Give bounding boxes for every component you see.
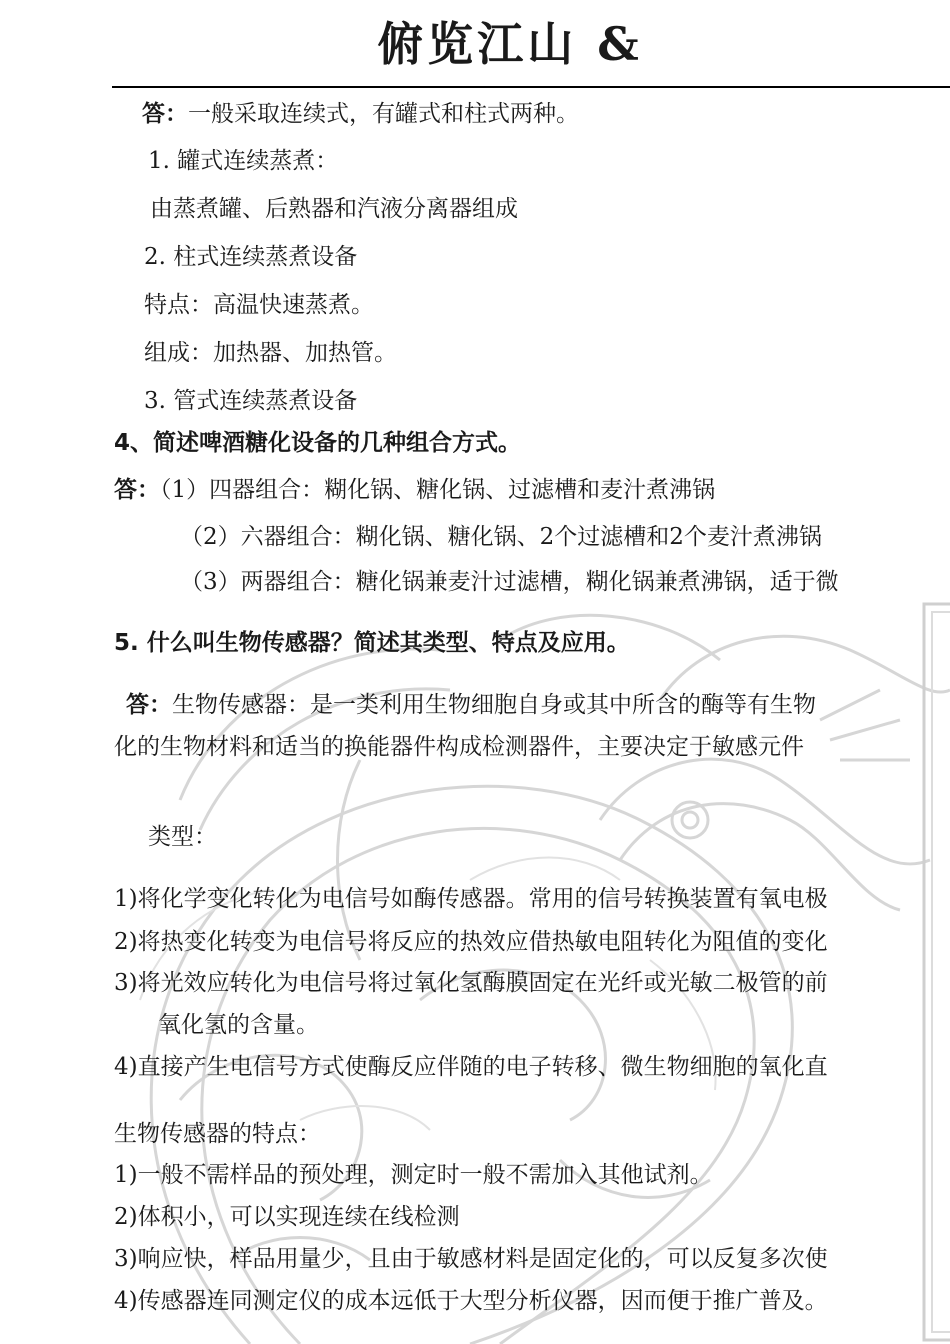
types-heading: 类型： [148, 824, 217, 850]
page-header-title: 俯览江山 & [377, 17, 643, 71]
type-item-2: 2)将热变化转变为电信号将反应的热效应借热敏电阻转化为阻值的变化 [114, 929, 828, 955]
feature-item-1: 1)一般不需样品的预处理，测定时一般不需加入其他试剂。 [114, 1162, 713, 1188]
answer-label: 答： [142, 101, 188, 127]
definition-text: 生物传感器：是一类利用生物细胞自身或其中所含的酶等有生物 [172, 692, 816, 718]
q4-option-3: （3）两器组合：糖化锅兼麦汁过滤槽，糊化锅兼煮沸锅，适于微 [180, 569, 839, 595]
answer-label: 答： [126, 692, 172, 718]
feature-item-2: 2)体积小，可以实现连续在线检测 [114, 1204, 460, 1230]
type-item-3: 3)将光效应转化为电信号将过氧化氢酶膜固定在光纤或光敏二极管的前 [114, 970, 828, 996]
q5-definition-line1 [126, 690, 816, 720]
q4-answer-line [114, 475, 715, 505]
features-heading: 生物传感器的特点： [114, 1121, 321, 1147]
q5-title: 5. 什么叫生物传感器？简述其类型、特点及应用。 [114, 630, 630, 656]
header-divider [112, 86, 950, 88]
q3-item1-desc: 由蒸煮罐、后熟器和汽液分离器组成 [150, 196, 518, 222]
answer-option: （1）四器组合：糊化锅、糖化锅、过滤槽和麦汁煮沸锅 [160, 477, 716, 503]
type-item-4: 4)直接产生电信号方式使酶反应伴随的电子转移、微生物细胞的氧化直 [114, 1054, 828, 1080]
q3-item2-compose: 组成：加热器、加热管。 [144, 340, 397, 366]
q3-answer-line [142, 99, 579, 129]
q3-item2-feature: 特点：高温快速蒸煮。 [144, 292, 374, 318]
type-item-3-cont: 氧化氢的含量。 [158, 1012, 319, 1038]
q4-option-2: （2）六器组合：糊化锅、糖化锅、2个过滤槽和2个麦汁煮沸锅 [180, 524, 822, 550]
feature-item-4: 4)传感器连同测定仪的成本远低于大型分析仪器，因而便于推广普及。 [114, 1288, 828, 1314]
type-item-1: 1)将化学变化转化为电信号如酶传感器。常用的信号转换装置有氧电极 [114, 886, 828, 912]
q3-item2-title: 2. 柱式连续蒸煮设备 [144, 244, 358, 270]
answer-text: 一般采取连续式，有罐式和柱式两种。 [188, 101, 579, 127]
feature-item-3: 3)响应快，样品用量少，且由于敏感材料是固定化的，可以反复多次使 [114, 1246, 828, 1272]
answer-label: 答： [114, 477, 160, 503]
margin-frame-decoration [920, 600, 950, 1344]
q4-title: 4、简述啤酒糖化设备的几种组合方式。 [114, 430, 522, 456]
q3-item1-title: 1. 罐式连续蒸煮： [148, 148, 339, 174]
q5-definition-line2: 化的生物材料和适当的换能器件构成检测器件，主要决定于敏感元件 [114, 734, 804, 760]
q3-item3-title: 3. 管式连续蒸煮设备 [144, 388, 358, 414]
